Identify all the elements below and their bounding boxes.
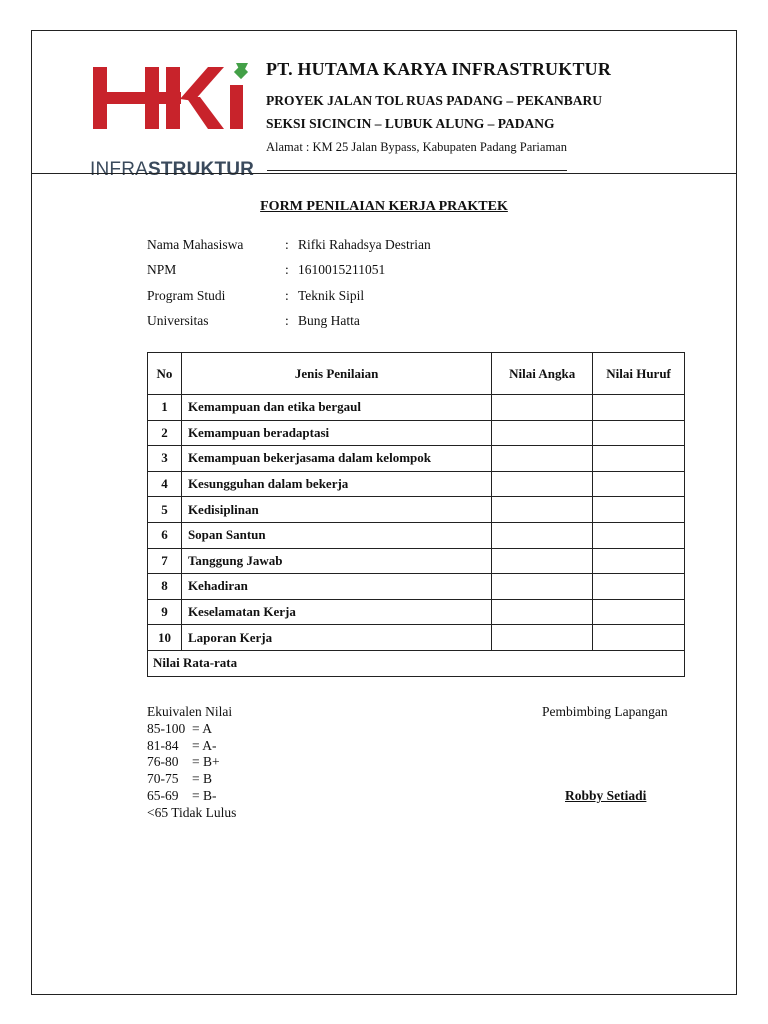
info-label: NPM [147,262,177,278]
equivalence-item: <65 Tidak Lulus [147,804,237,820]
row-jenis: Kedisiplinan [181,497,491,523]
table-row [148,625,685,651]
section-name: SEKSI SICINCIN – LUBUK ALUNG – PADANG [266,116,555,131]
info-colon: : [285,287,289,303]
info-label: Universitas [147,312,209,328]
info-value: 1610015211051 [298,262,386,278]
table-row [148,471,685,497]
row-jenis: Tanggung Jawab [181,548,491,574]
info-colon: : [285,262,289,278]
nilai-huruf-cell[interactable] [593,471,685,497]
column-header-no: No [148,353,182,395]
row-jenis: Kemampuan beradaptasi [181,420,491,446]
table-row [148,599,685,625]
nilai-angka-cell[interactable] [492,420,593,446]
row-no: 7 [148,548,182,574]
table-row [148,548,685,574]
table-row [148,446,685,472]
row-jenis: Sopan Santun [181,522,491,548]
nilai-angka-cell[interactable] [492,471,593,497]
nilai-angka-cell[interactable] [492,497,593,523]
nilai-huruf-cell[interactable] [593,497,685,523]
nilai-angka-cell[interactable] [492,599,593,625]
letterhead [32,31,736,180]
average-label: Nilai Rata-rata [148,650,685,676]
nilai-huruf-cell[interactable] [593,522,685,548]
nilai-huruf-cell[interactable] [593,395,685,421]
info-value: Rifki Rahadsya Destrian [298,237,431,252]
row-jenis: Laporan Kerja [181,625,491,651]
nilai-angka-cell[interactable] [492,522,593,548]
row-no: 9 [148,599,182,625]
column-header-jenis: Jenis Penilaian [181,353,491,395]
table-header-row [148,353,685,395]
table-row [148,497,685,523]
table-row [148,522,685,548]
nilai-angka-cell[interactable] [492,446,593,472]
company-address: Alamat : KM 25 Jalan Bypass, Kabupaten Padang Pariaman [266,140,567,154]
assessment-table [147,352,685,677]
column-header-huruf: Nilai Huruf [593,353,685,395]
row-jenis: Kemampuan dan etika bergaul [181,395,491,421]
table-row [148,420,685,446]
nilai-huruf-cell[interactable] [593,548,685,574]
info-value: Bung Hatta [298,312,360,328]
row-no: 6 [148,522,182,548]
hki-logo-icon [90,59,252,157]
nilai-angka-cell[interactable] [492,574,593,600]
logo-text-light: INFRA [90,159,148,180]
row-no: 3 [148,446,182,472]
grade-equivalence [147,704,236,822]
table-row-average [148,650,685,676]
row-no: 10 [148,625,182,651]
info-colon: : [285,237,289,252]
info-label: Nama Mahasiswa [147,237,244,252]
equivalence-item: 85-100 = A [147,720,212,736]
page-frame [31,30,737,995]
company-logo [90,59,255,180]
info-value: Teknik Sipil [298,287,365,303]
header-divider-short [267,170,567,171]
header-divider [32,173,736,174]
project-name: PROYEK JALAN TOL RUAS PADANG – PEKANBARU [266,93,603,108]
nilai-angka-cell[interactable] [492,395,593,421]
row-jenis: Kehadiran [181,574,491,600]
row-no: 5 [148,497,182,523]
row-jenis: Kemampuan bekerjasama dalam kelompok [181,446,491,472]
equivalence-item: 76-80 = B+ [147,754,220,770]
row-no: 1 [148,395,182,421]
nilai-huruf-cell[interactable] [593,420,685,446]
equivalence-item: 81-84 = A- [147,737,217,753]
row-no: 8 [148,574,182,600]
nilai-huruf-cell[interactable] [593,446,685,472]
row-jenis: Kesungguhan dalam bekerja [181,471,491,497]
table-row [148,574,685,600]
equivalence-item: 65-69 = B- [147,787,217,803]
nilai-angka-cell[interactable] [492,548,593,574]
nilai-huruf-cell[interactable] [593,625,685,651]
info-label: Program Studi [147,287,226,303]
info-colon: : [285,312,289,328]
nilai-huruf-cell[interactable] [593,574,685,600]
form-title: FORM PENILAIAN KERJA PRAKTEK [260,199,508,214]
nilai-angka-cell[interactable] [492,625,593,651]
supervisor-title: Pembimbing Lapangan [542,704,668,719]
column-header-angka: Nilai Angka [492,353,593,395]
equivalence-item: 70-75 = B [147,771,212,787]
logo-wordmark [90,159,255,181]
row-no: 4 [148,471,182,497]
row-jenis: Keselamatan Kerja [181,599,491,625]
table-row [148,395,685,421]
nilai-huruf-cell[interactable] [593,599,685,625]
equivalence-title: Ekuivalen Nilai [147,704,233,719]
company-name: PT. HUTAMA KARYA INFRASTRUKTUR [266,59,612,79]
logo-text-bold: STRUKTUR [148,159,255,180]
row-no: 2 [148,420,182,446]
supervisor-name: Robby Setiadi [565,788,647,803]
